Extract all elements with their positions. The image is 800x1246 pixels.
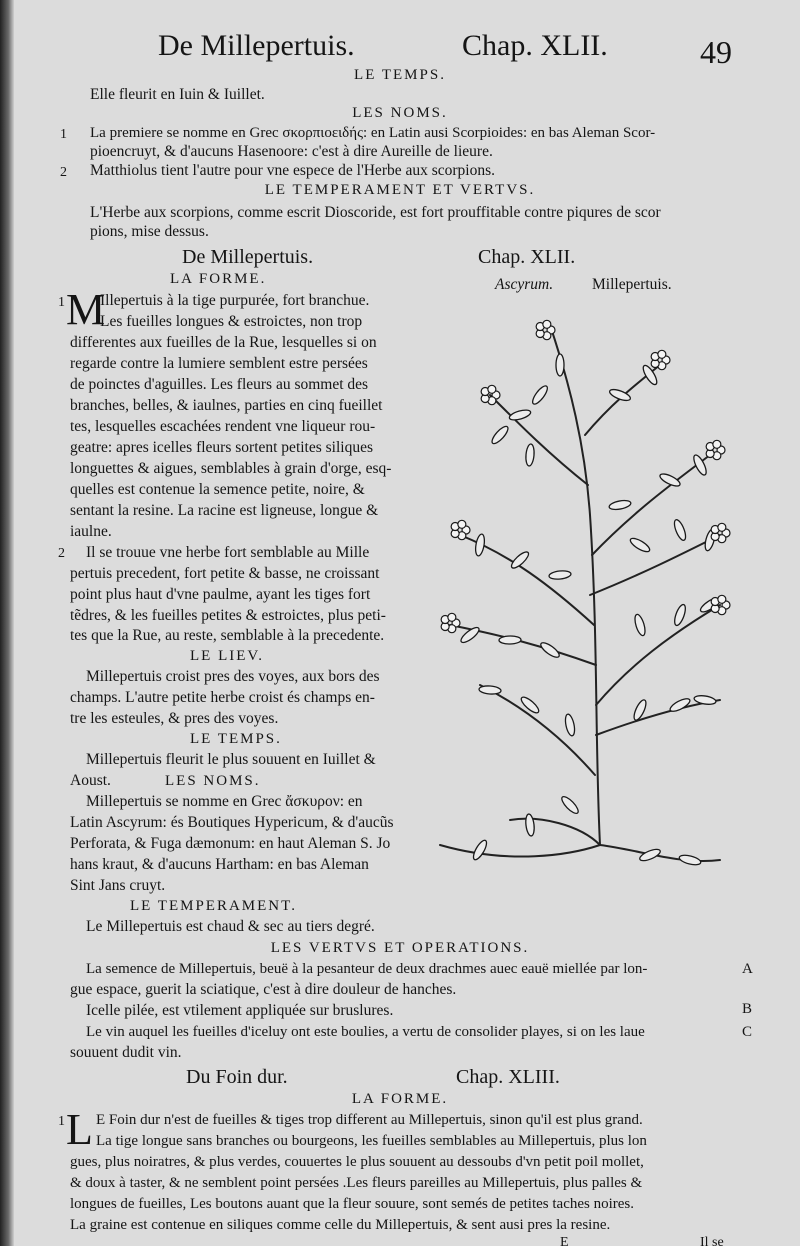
chapter-title: De Millepertuis. (182, 246, 314, 268)
signature-mark: E (560, 1235, 569, 1246)
leaf (530, 384, 550, 406)
chapter-number: Chap. XLII. (478, 246, 576, 268)
heading-le-lieu: LE LIEV. (190, 648, 265, 664)
flower-petal (543, 320, 551, 328)
figure-caption-french: Millepertuis. (592, 276, 672, 293)
heading-temperament: LE TEMPERAMENT. (130, 898, 297, 914)
text-line: pions, mise dessus. (90, 223, 209, 240)
heading-temperament-top: LE TEMPERAMENT ET VERTVS. (264, 182, 536, 198)
text-line: branches, belles, & iaulnes, parties en cinq fueillet (70, 397, 383, 414)
text-line: Le vin auquel les fueilles d'iceluy ont este boulies, a vertu de consolider playes, si on les laue (86, 1024, 645, 1040)
leaf (474, 533, 486, 556)
heading-les-noms-top: LES NOMS. (352, 105, 448, 121)
chapter-number: Chap. XLIII. (456, 1066, 560, 1088)
drop-capital: L (66, 1105, 93, 1154)
text-line: longues de fueilles, Les boutons auant que la fleur souure, sont semés de petites taches noires. (70, 1196, 635, 1212)
leaf (471, 838, 489, 861)
text-line: differentes aux fueilles de la Rue, lesquelles si on (70, 334, 377, 351)
hypericum-plant-woodcut (420, 305, 740, 885)
margin-letter: B (742, 1001, 753, 1017)
text-line: geatre: apres icelles fleurs sortent petites siliques (70, 439, 374, 456)
leaf (678, 853, 701, 866)
text-line: tes, lesquelles escachées rendent vne liqueur rou- (70, 418, 376, 435)
leaf (559, 794, 580, 815)
text-line: longuettes & aigues, semblables à grain d'orge, esq- (70, 460, 392, 477)
catchword: Il se (700, 1235, 724, 1246)
note-number: 1 (58, 1114, 65, 1129)
text-line: gues, plus noiratres, & plus verdes, couuertes le plus souuent au dessoubs d'vn petit poil mollet, (70, 1154, 644, 1170)
heading-le-temps: LE TEMPS. (190, 731, 282, 747)
text-line: Illepertuis à la tige purpurée, fort branchue. (100, 292, 370, 309)
leaf (539, 640, 562, 659)
flower-petal (658, 350, 666, 358)
leaf (638, 847, 661, 863)
page-number: 49 (700, 34, 732, 70)
text-line: La tige longue sans branches ou bourgeons, les fueilles semblables au Millepertuis, plus lon (96, 1133, 647, 1149)
flower-petal (488, 385, 496, 393)
leaf (499, 636, 521, 644)
leaf (525, 444, 535, 467)
text-line: La semence de Millepertuis, beuë à la pesanteur de deux drachmes auec eauë miellée par lon- (86, 961, 648, 977)
text-line: Il se trouue vne herbe fort semblable au Mille (86, 544, 370, 561)
text-line: quelles est contenue la semence petite, noire, & (70, 481, 365, 498)
heading-la-forme: LA FORME. (170, 271, 267, 287)
leaf (672, 603, 687, 626)
leaf (633, 613, 647, 636)
heading-la-forme-foin: LA FORME. (351, 1091, 449, 1107)
flower-petal (448, 613, 456, 621)
text-line: pioencruyt, & d'aucuns Hasenoore: c'est à dire Aureille de lieure. (90, 143, 493, 160)
flower-petal (718, 523, 726, 531)
leaf (629, 536, 652, 554)
text-line: hans kraut, & d'aucuns Hartham: en bas Aleman (70, 856, 369, 873)
text-line: gue espace, guerit la sciatique, c'est à dire douleur de hanches. (70, 981, 457, 998)
text-line: souuent dudit vin. (70, 1044, 182, 1061)
text-line: Latin Ascyrum: és Boutiques Hypericum, & d'aucũs (70, 814, 394, 831)
text-line: Les fueilles longues & estroictes, non trop (100, 313, 363, 330)
text-line: Perforata, & Fuga dæmonum: en haut Aleman S. Jo (70, 835, 391, 852)
text-line: tre les esteules, & pres des voyes. (70, 710, 279, 727)
heading-vertus: LES VERTVS ET OPERATIONS. (270, 940, 530, 956)
drop-capital: M (66, 285, 106, 334)
text-line: Millepertuis se nomme en Grec ἄσκυρον: en (86, 793, 363, 810)
text-line: Le Millepertuis est chaud & sec au tiers degré. (86, 918, 375, 935)
flower-petal (718, 595, 726, 603)
margin-letter: A (742, 961, 753, 977)
text-line: Millepertuis croist pres des voyes, aux bors des (86, 668, 380, 685)
text-line: iaulne. (70, 523, 112, 540)
text-line: & doux à taster, & ne semblent point persées .Les fleurs pareilles au Millepertuis, plus palles & (70, 1175, 643, 1191)
note-number: 2 (58, 546, 65, 561)
heading-le-temps-top: LE TEMPS. (354, 67, 446, 83)
note-number: 1 (60, 127, 67, 142)
text-line: sentant la resine. La racine est ligneuse, longue & (70, 502, 379, 519)
text-line: tẽdres, & les fueilles petites & estroictes, plus peti- (70, 607, 386, 624)
flower-petal (458, 520, 466, 528)
text-line: La premiere se nomme en Grec σκορπιοειδής: en Latin ausi Scorpioides: en bas Aleman Scor- (90, 125, 656, 141)
text-line: E Foin dur n'est de fueilles & tiges trop different au Millepertuis, sinon qu'il est plus grand. (96, 1112, 643, 1128)
text-line: tes que la Rue, au reste, semblable à la precedente. (70, 627, 385, 644)
leaf (556, 354, 564, 376)
note-number: 1 (58, 295, 65, 310)
heading-les-noms: LES NOMS. (165, 773, 261, 789)
text-line: Millepertuis fleurit le plus souuent en Iuillet & (86, 751, 376, 768)
flower-petal (713, 440, 721, 448)
text-line: Aoust. (70, 772, 111, 789)
leaf (672, 518, 688, 541)
text-line: Matthiolus tient l'autre pour vne espece de l'Herbe aux scorpions. (90, 162, 496, 179)
text-line: champs. L'autre petite herbe croist és champs en- (70, 689, 375, 706)
text-line: regarde contre la lumiere semblent estre persées (70, 355, 368, 372)
running-chapter: Chap. XLII. (462, 29, 608, 62)
figure-caption-latin: Ascyrum. (495, 276, 554, 293)
leaf (608, 499, 631, 511)
text-line: pertuis precedent, fort petite & basse, ne croissant (70, 565, 380, 582)
margin-letter: C (742, 1024, 753, 1040)
leaf (479, 685, 502, 695)
text-line: La graine est contenue en siliques comme celle du Millepertuis, & sent ausi pres la resine. (70, 1217, 611, 1233)
running-title: De Millepertuis. (158, 29, 355, 62)
leaf (564, 713, 576, 736)
text-line: de poinctes d'aguilles. Les fleurs au sommet des (70, 376, 369, 393)
chapter-title: Du Foin dur. (186, 1066, 288, 1088)
leaf (519, 695, 541, 715)
text-line: point plus haut d'vne paulme, ayant les tiges fort (70, 586, 371, 603)
leaf (668, 696, 691, 713)
text-line: Sint Jans cruyt. (70, 877, 166, 894)
text-line: L'Herbe aux scorpions, comme escrit Dioscoride, est fort prouffitable contre piqures de scor (90, 204, 661, 221)
text-line: Icelle pilée, est vtilement appliquée sur bruslures. (86, 1002, 394, 1019)
leaf (508, 408, 531, 422)
leaf (549, 570, 572, 580)
note-number: 2 (60, 165, 67, 180)
text-line: Elle fleurit en Iuin & Iuillet. (90, 86, 265, 103)
leaf (525, 814, 536, 837)
leaf (490, 424, 511, 446)
leaf (608, 387, 631, 402)
